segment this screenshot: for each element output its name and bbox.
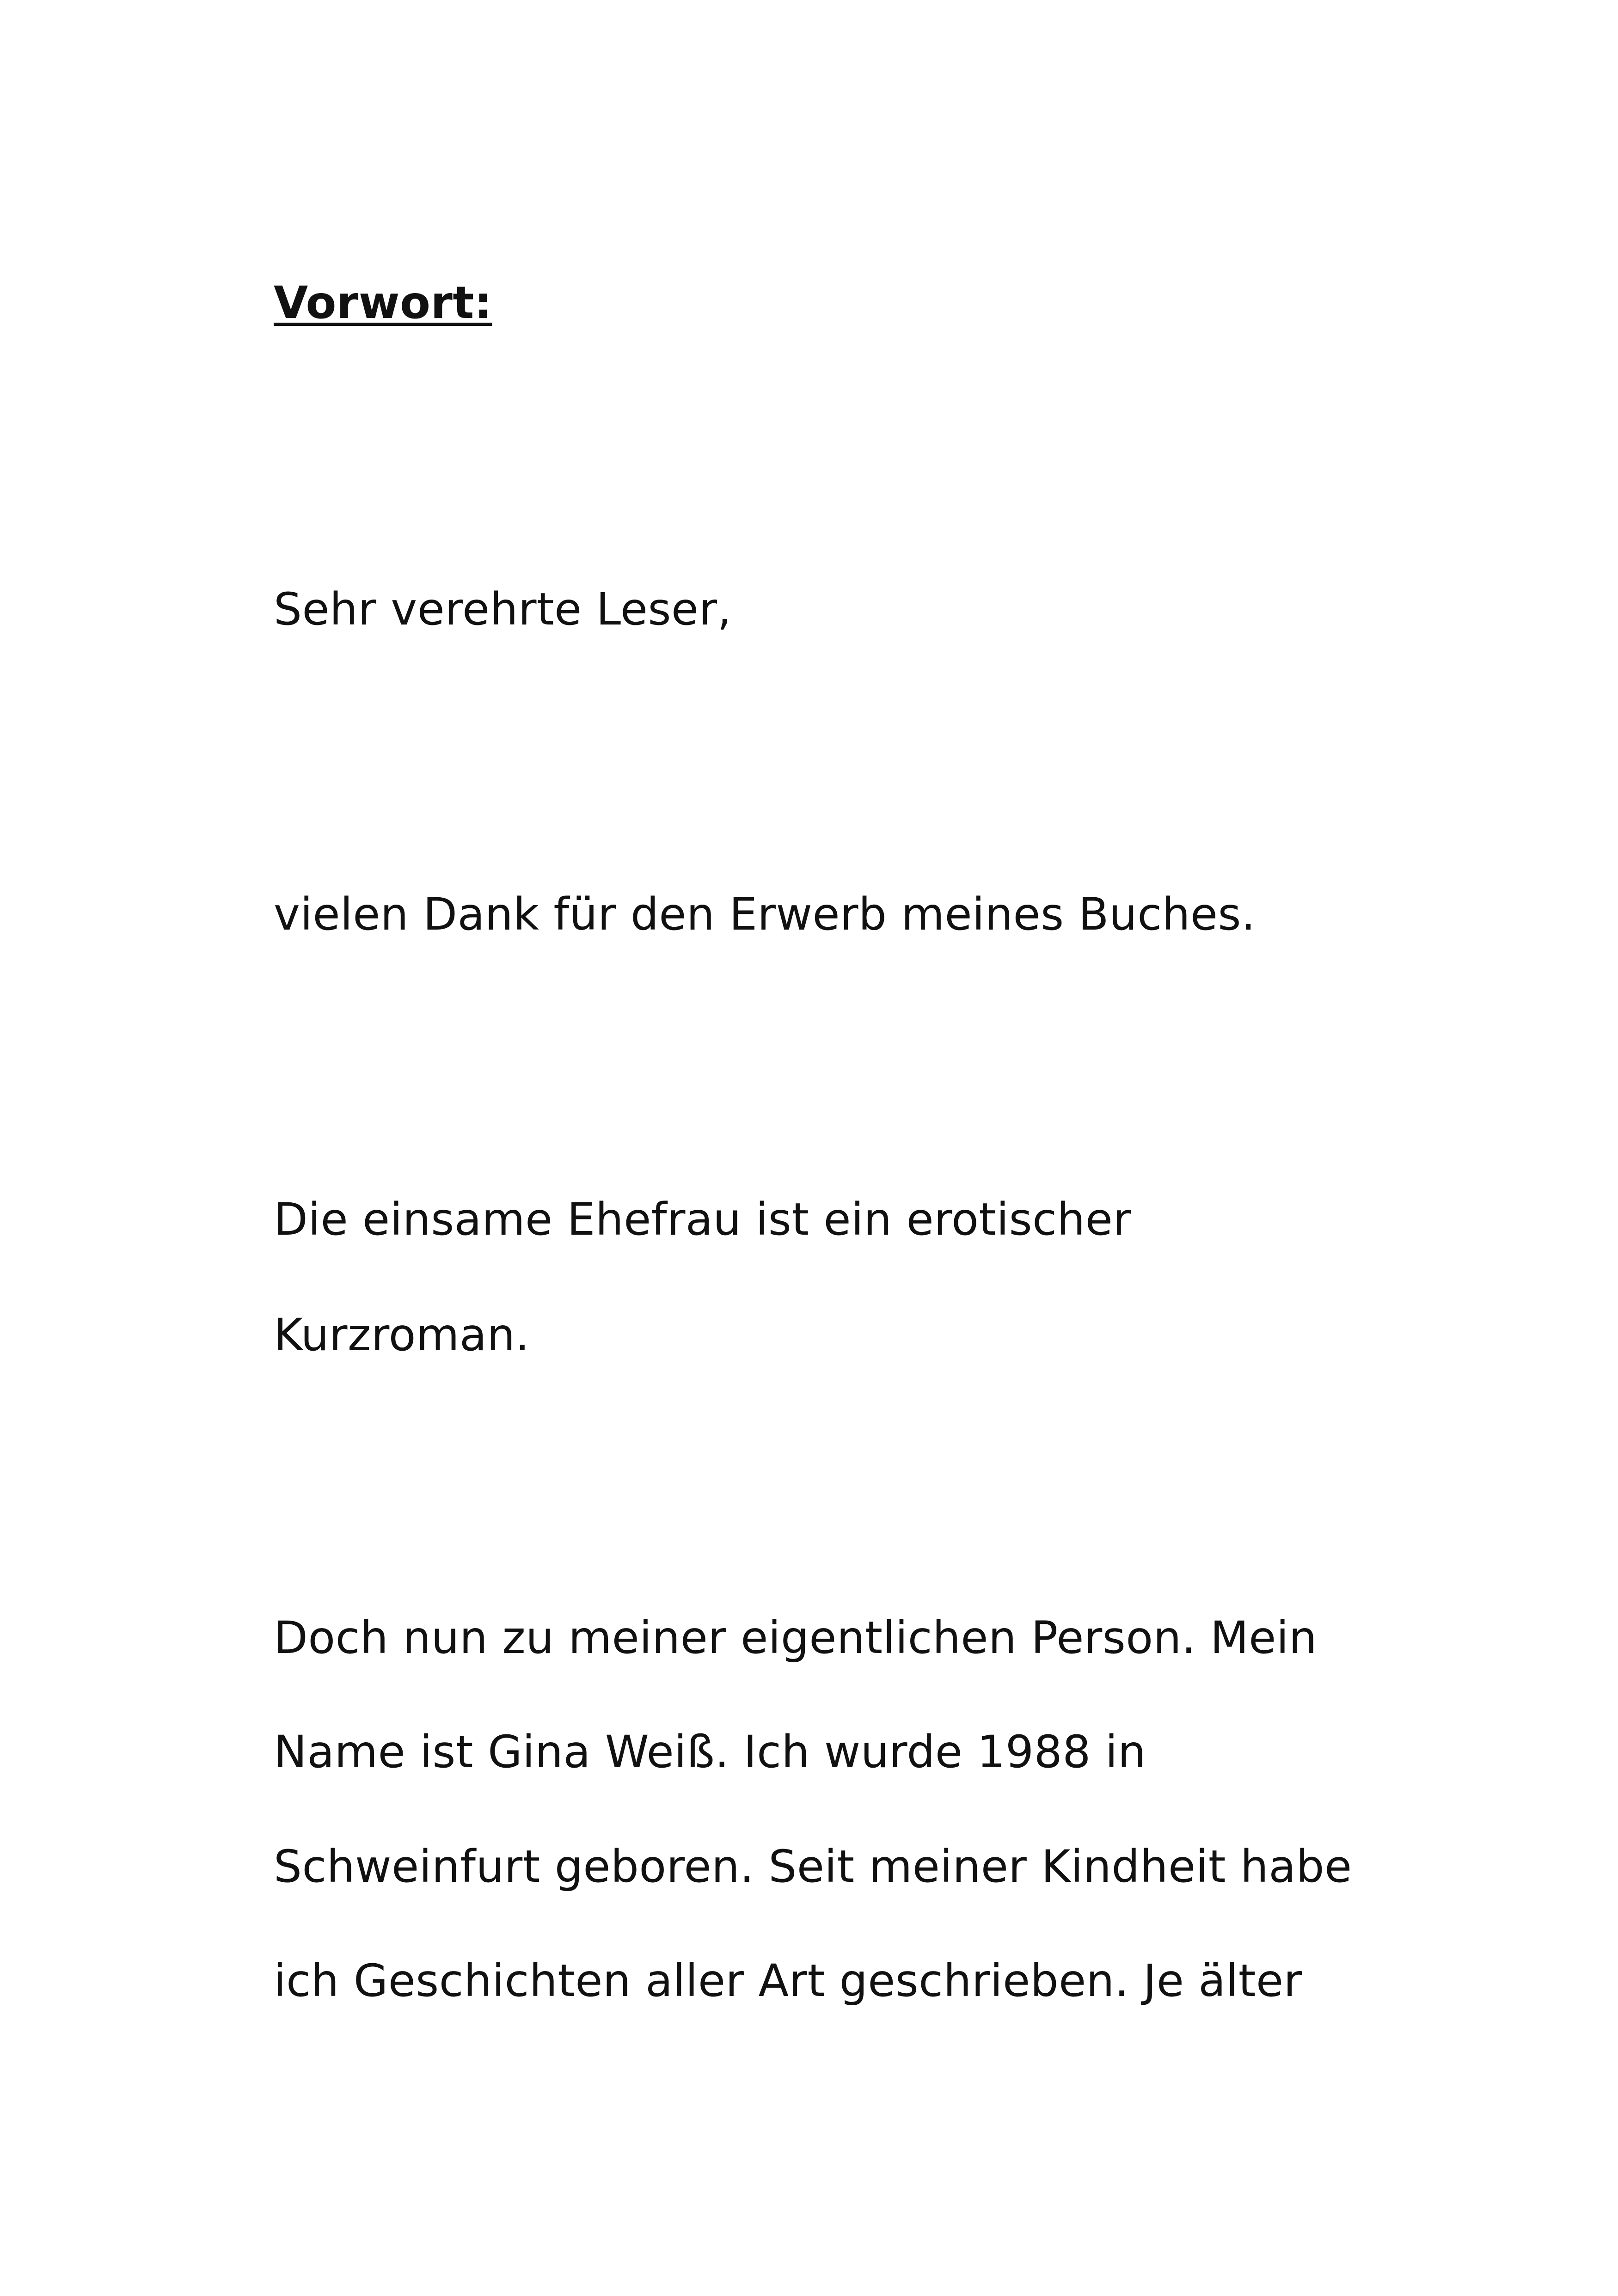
page-heading: Vorwort: [274, 277, 492, 329]
salutation-line: Sehr verehrte Leser, [274, 583, 732, 635]
bio-line-3: Schweinfurt geboren. Seit meiner Kindheit habe [274, 1841, 1352, 1892]
bio-line-4: ich Geschichten aller Art geschrieben. Je älter [274, 1955, 1302, 2007]
bio-line-2: Name ist Gina Weiß. Ich wurde 1988 in [274, 1726, 1146, 1778]
bio-line-1: Doch nun zu meiner eigentlichen Person. Mein [274, 1612, 1318, 1664]
thanks-line: vielen Dank für den Erwerb meines Buches. [274, 888, 1256, 940]
intro-line-1: Die einsame Ehefrau ist ein erotischer [274, 1194, 1132, 1245]
intro-line-2: Kurzroman. [274, 1309, 530, 1361]
